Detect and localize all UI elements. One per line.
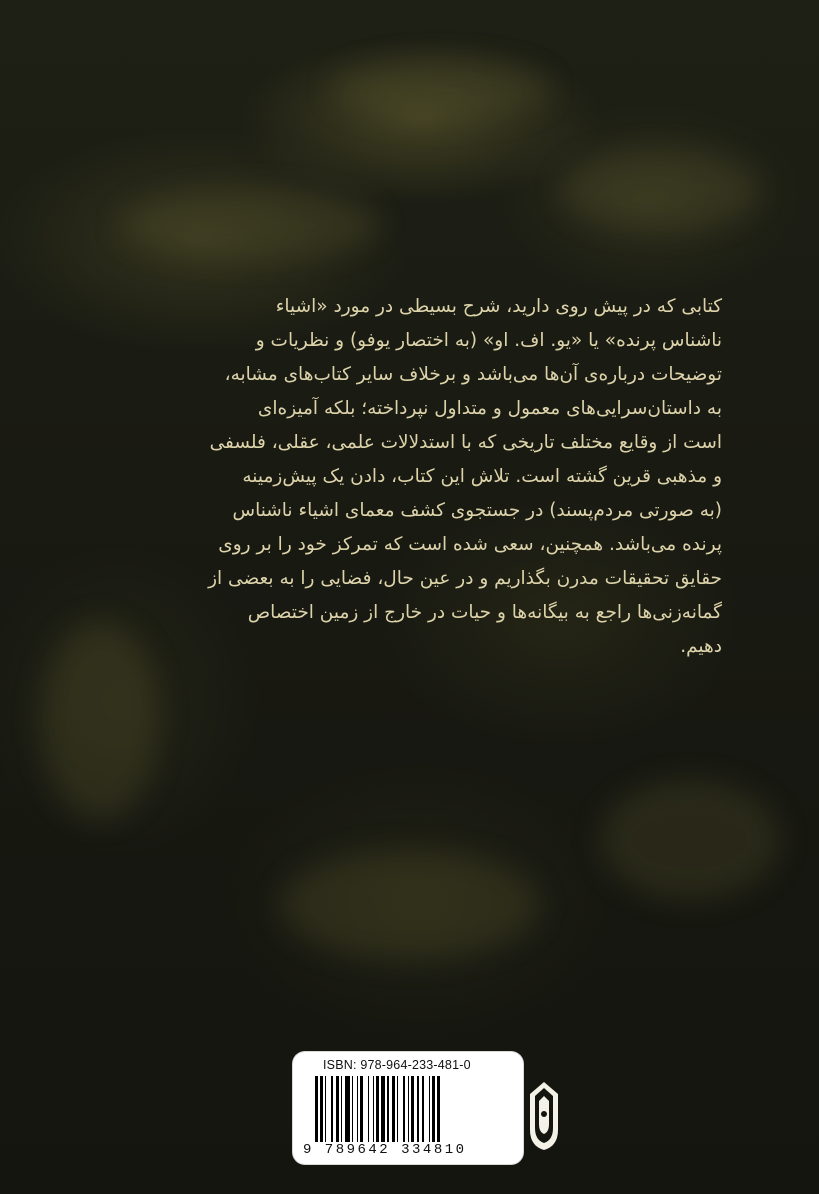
barcode-bar <box>408 1076 410 1142</box>
blurb-line: ناشناس پرنده» یا «یو. اف. او» (به اختصار یوفو) و نظریات و <box>255 330 722 351</box>
barcode-bar <box>437 1076 440 1142</box>
barcode-bar <box>345 1076 350 1142</box>
barcode-bar <box>357 1076 359 1142</box>
barcode-bar <box>315 1076 318 1142</box>
barcode <box>311 1076 511 1142</box>
blurb-line: به داستان‌سرایی‌های معمول و متداول نپرداخته؛ بلکه آمیزه‌ای <box>257 398 722 419</box>
barcode-bar <box>336 1076 339 1142</box>
isbn-label: ISBN: 978-964-233-481-0 <box>323 1058 471 1072</box>
background-texture <box>600 780 780 900</box>
barcode-bar <box>397 1076 399 1142</box>
barcode-bar <box>320 1076 323 1142</box>
barcode-digits: 9 789642 334810 <box>303 1142 467 1158</box>
barcode-bar <box>403 1076 405 1142</box>
blurb-line: دهیم. <box>680 636 722 657</box>
barcode-bar <box>411 1076 414 1142</box>
barcode-bar <box>368 1076 370 1142</box>
blurb-line: کتابی که در پیش روی دارید، شرح بسیطی در مورد «اشیاء <box>275 296 722 317</box>
barcode-bar <box>341 1076 343 1142</box>
barcode-bar <box>373 1076 375 1142</box>
barcode-bar <box>429 1076 431 1142</box>
blurb-line: پرنده می‌باشد. همچنین، سعی شده است که تمرکز خود را بر روی <box>218 534 722 555</box>
background-texture <box>560 150 760 230</box>
background-texture <box>120 190 380 260</box>
barcode-bar <box>417 1076 419 1142</box>
blurb-line: و مذهبی قرین گشته است. تلاش این کتاب، دادن یک پیش‌زمینه <box>242 466 722 487</box>
barcode-bar <box>422 1076 424 1142</box>
blurb-line: است از وقایع مختلف تاریخی که با استدلالات علمی، عقلی، فلسفی <box>209 432 722 453</box>
blurb-line: (به صورتی مردم‌پسند) در جستجوی کشف معمای اشیاء ناشناس <box>232 500 722 521</box>
barcode-bar <box>432 1076 435 1142</box>
barcode-bar <box>376 1076 379 1142</box>
isbn-barcode-box <box>293 1052 523 1164</box>
barcode-bar <box>352 1076 354 1142</box>
publisher-logo-icon <box>528 1080 560 1152</box>
blurb-line: توضیحات درباره‌ی آن‌ها می‌باشد و برخلاف سایر کتاب‌های مشابه، <box>224 364 722 385</box>
barcode-bar <box>392 1076 395 1142</box>
barcode-bar <box>387 1076 389 1142</box>
barcode-bar <box>360 1076 363 1142</box>
blurb-line: حقایق تحقیقات مدرن بگذاریم و در عین حال، فضایی را به بعضی از <box>208 568 722 589</box>
barcode-bar <box>325 1076 327 1142</box>
background-texture <box>330 60 550 120</box>
background-texture <box>280 850 540 960</box>
back-cover-blurb <box>92 290 722 664</box>
blurb-line: گمانه‌زنی‌ها راجع به بیگانه‌ها و حیات در خارج از زمین اختصاص <box>247 602 722 623</box>
barcode-bar <box>381 1076 386 1142</box>
barcode-bar <box>331 1076 333 1142</box>
